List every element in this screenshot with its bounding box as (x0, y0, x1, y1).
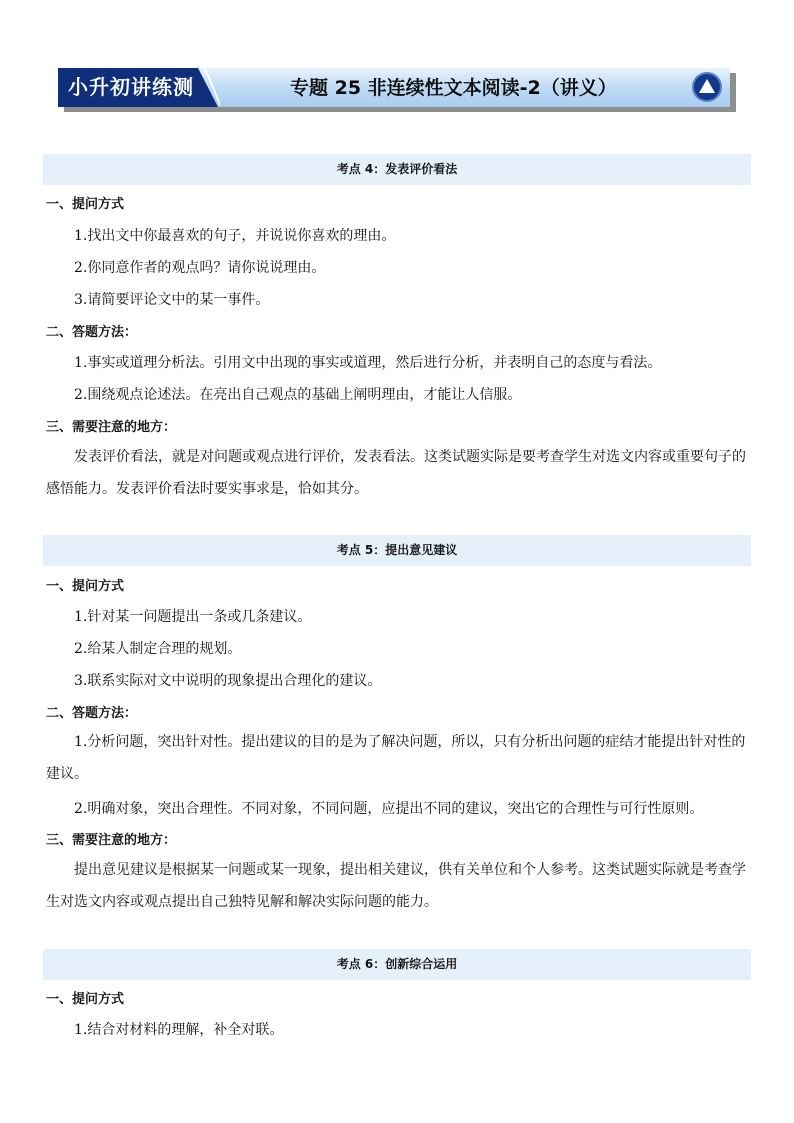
section-4-method-2: 2.围绕观点论述法。在亮出自己观点的基础上阐明理由，才能让人信服。 (74, 387, 522, 403)
section-5-method-1: 1.分析问题，突出针对性。提出建议的目的是为了解决问题，所以，只有分析出问题的症结才能提出针对性的建议。 (46, 734, 746, 782)
banner-badge-text: 小升初讲练测 (68, 75, 194, 99)
section-5-heading-methods: 二、答题方法： (46, 706, 138, 721)
section-6-heading-questions: 一、提问方式 (46, 992, 125, 1007)
section-title-6: 考点 6：创新综合运用 (43, 949, 751, 980)
section-title-4: 考点 4：发表评价看法 (43, 154, 751, 185)
section-4-method-1: 1.事实或道理分析法。引用文中出现的事实或道理，然后进行分析，并表明自己的态度与看法。 (74, 355, 662, 371)
section-4-note: 发表评价看法，就是对问题或观点进行评价，发表看法。这类试题实际是要考查学生对选文内容或重要句子的感悟能力。发表评价看法时要实事求是，恰如其分。 (46, 449, 746, 497)
section-4-heading-notes: 三、需要注意的地方： (46, 420, 177, 435)
header-banner (58, 68, 736, 110)
section-4-question-2: 2.你同意作者的观点吗？请你说说理由。 (74, 260, 326, 276)
section-4-question-3: 3.请简要评论文中的某一事件。 (74, 292, 270, 308)
section-5-heading-questions: 一、提问方式 (46, 579, 125, 594)
section-5-note: 提出意见建议是根据某一问题或某一现象，提出相关建议，供有关单位和个人参考。这类试题实际就是考查学生对选文内容或观点提出自己独特见解和解决实际问题的能力。 (46, 862, 746, 910)
section-5-question-1: 1.针对某一问题提出一条或几条建议。 (74, 609, 312, 625)
section-title-5: 考点 5：提出意见建议 (43, 535, 751, 566)
page-title: 专题 25 非连续性文本阅读-2（讲义） (290, 77, 617, 99)
triangle-up-icon (694, 74, 720, 100)
section-5-heading-notes: 三、需要注意的地方： (46, 833, 177, 848)
section-6-question-1: 1.结合对材料的理解，补全对联。 (74, 1022, 284, 1038)
section-5-question-2: 2.给某人制定合理的规划。 (74, 641, 242, 657)
section-4-heading-methods: 二、答题方法： (46, 325, 138, 340)
section-5-method-2: 2.明确对象，突出合理性。不同对象，不同问题，应提出不同的建议，突出它的合理性与可行性原则。 (74, 801, 704, 817)
section-5-question-3: 3.联系实际对文中说明的现象提出合理化的建议。 (74, 673, 382, 689)
triangle-up-glyph (699, 79, 715, 93)
section-4-question-1: 1.找出文中你最喜欢的句子，并说说你喜欢的理由。 (74, 228, 396, 244)
section-4-heading-questions: 一、提问方式 (46, 197, 125, 212)
